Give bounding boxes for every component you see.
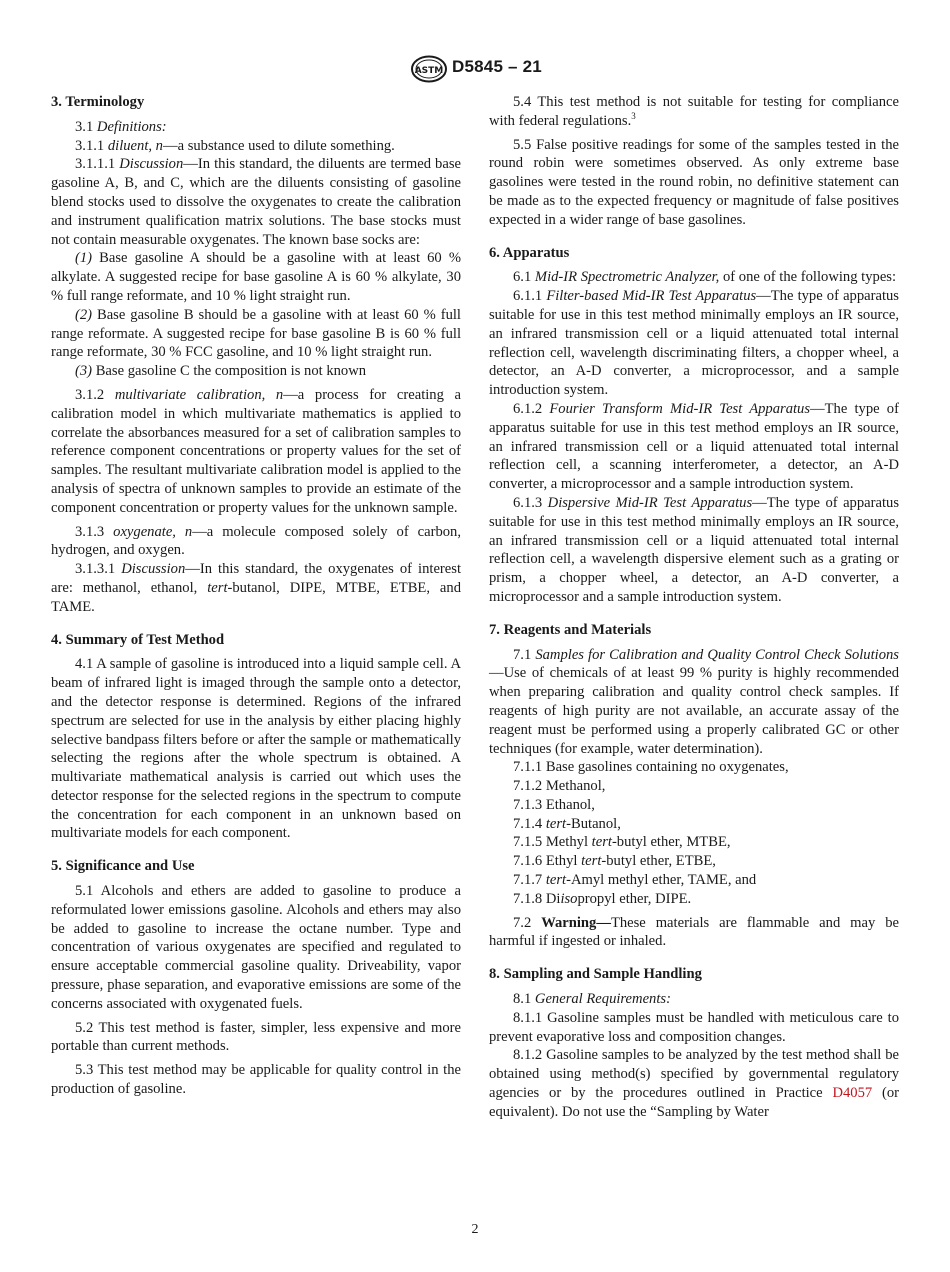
para-3-1-1-1: 3.1.1.1 Discussion—In this standard, the diluents are termed base gasoline A, B, and C, which are the diluents consisting of gasoline blend stocks used to dissolve the oxygenates to create the calibration and instrument qualification matrix solutions. The base stocks must not contain measurable oxygenates. The known base socks are: (51, 156, 461, 248)
section-5-heading: 5. Significance and Use (51, 858, 195, 875)
astm-logo (410, 55, 448, 83)
section-3-heading: 3. Terminology (51, 94, 145, 110)
list-item: 7.1.3 Ethanol, (513, 796, 595, 813)
para-5-3: 5.3 This test method may be applicable for quality control in the production of gasoline. (51, 1062, 461, 1098)
para-6-1-1: 6.1.1 Filter-based Mid-IR Test Apparatus—The type of apparatus suitable for use in this test method minimally employs an IR source, an infrared transmission cell or a liquid attenuated total internal reflection cell, wavelength discriminating filters, a chopper wheel, a detector, an A-D converter, a microprocessor, and a sample introduction system. (489, 288, 899, 399)
base-gasoline-a: (1) Base gasoline A should be a gasoline with at least 60 % alkylate. A suggested recipe for base gasoline A is 60 % alkylate, 30 % full range reformate, and 10 % light straight run. (51, 250, 461, 304)
para-7-1: 7.1 Samples for Calibration and Quality Control Check Solutions—Use of chemicals of at least 99 % purity is highly recommended when preparing calibration and quality control check samples. If reagents of high purity are not available, an accurate assay of the reagent must be performed using a properly calibrated GC or other techniques (for example, water determination). (489, 646, 899, 757)
para-8-1-1: 8.1.1 Gasoline samples must be handled with meticulous care to prevent evaporative loss and composition changes. (489, 1009, 899, 1045)
para-5-4: 5.4 This test method is not suitable for testing for compliance with federal regulations.$^3$ (489, 94, 899, 129)
para-3-1-1: 3.1.1 diluent, n—a substance used to dilute something. (75, 137, 395, 154)
document-designation: D5845 – 21 (452, 57, 542, 76)
section-4-heading: 4. Summary of Test Method (51, 631, 225, 648)
list-item: 7.1.4 tert-Butanol, (513, 815, 621, 832)
section-8-heading: 8. Sampling and Sample Handling (489, 966, 702, 983)
list-item: 7.1.2 Methanol, (513, 778, 606, 795)
right-column (489, 93, 899, 1122)
footnote-ref[interactable]: 3 (631, 110, 636, 121)
para-5-5: 5.5 False positive readings for some of the samples tested in the round robin were sometimes observed. As only extreme base gasolines were tested in the round robin, no definitive statement can be made as to the expected frequency or magnitude of false positives expected in a wider range of base gasolines. (489, 136, 899, 228)
para-3-1-2: 3.1.2 multivariate calibration, n—a process for creating a calibration model in which multivariate mathematics is applied to correlate the absorbances measured for a set of calibration samples to reference component concentrations or property values for the set of samples. The resultant multivariate calibration model is applied to the analysis of spectra of unknown samples to provide an estimate of the component concentration or property values for the unknown sample. (51, 386, 461, 516)
list-item: 7.1.7 tert-Amyl methyl ether, TAME, and (513, 872, 757, 889)
d4057-link[interactable]: D4057 (832, 1085, 873, 1102)
para-7-2: 7.2 Warning—These materials are flammable and may be harmful if ingested or inhaled. (489, 914, 899, 950)
para-5-2: 5.2 This test method is faster, simpler, less expensive and more portable than current methods. (51, 1019, 461, 1055)
base-gasoline-b: (2) Base gasoline B should be a gasoline with at least 60 % full range reformate. A suggested recipe for base gasoline B is 60 % full range reformate, 30 % FCC gasoline, and 10 % light straight run. (51, 306, 461, 361)
para-3-1-3: 3.1.3 oxygenate, n—a molecule composed solely of carbon, hydrogen, and oxygen. (51, 523, 462, 559)
para-5-1: 5.1 Alcohols and ethers are added to gasoline to produce a reformulated lower emissions gasoline. Alcohols and ethers may also be added to gasoline to increase the octane number. Type and concentration of various oxygenates are specified and regulated to ensure acceptable commercial gasoline quality. Driveability, vapor pressure, phase separation, and evaporative emissions are some of the concerns associated with oxygenated fuels. (51, 883, 461, 1012)
base-gasoline-c: (3) Base gasoline C the composition is not known (75, 363, 367, 380)
para-8-1-2: 8.1.2 Gasoline samples to be analyzed by the test method shall be obtained using method(s) specified by governmental regulatory agencies or by the procedures outlined in Practice D4057 (or equivalent). Do not use the “Sampling by Water (489, 1047, 899, 1120)
svg-text:ASTM: ASTM (414, 66, 444, 76)
para-8-1: 8.1 General Requirements: (513, 991, 671, 1008)
para-6-1-3: 6.1.3 Dispersive Mid-IR Test Apparatus—The type of apparatus suitable for use in this test method minimally employs an IR source, an infrared transmission cell or a liquid attenuated total internal reflection cell, a wavelength dispersive element such as a grating or prism, a chopper wheel, a detector, an A-D converter, a microprocessor and a sample introduction system. (489, 494, 899, 605)
para-3-1-3-1: 3.1.3.1 Discussion—In this standard, the oxygenates of interest are: methanol, ethanol, tert-butanol, DIPE, MTBE, ETBE, and TAME. (51, 561, 461, 615)
para-3-1: 3.1 Definitions: (75, 118, 167, 135)
list-item: 7.1.5 Methyl tert-butyl ether, MTBE, (513, 834, 731, 851)
page-header (0, 55, 950, 85)
para-4-1: 4.1 A sample of gasoline is introduced into a liquid sample cell. A beam of infrared light is imaged through the sample onto a detector, and the detector response is determined. Regions of the infrared spectrum are selected for use in the analysis by either placing highly selective bandpass filters before or after the sample or mathematically selecting the regions after the whole spectrum is obtained. A multivariate mathematical analysis is carried out which uses the detector response for the selected regions in the spectrum to compute the concentration for each component in an unknown based on multivariate models for each component. (51, 656, 461, 842)
list-item: 7.1.1 Base gasolines containing no oxygenates, (513, 759, 789, 776)
list-item: 7.1.6 Ethyl tert-butyl ether, ETBE, (513, 853, 716, 870)
left-column (51, 93, 461, 1099)
para-6-1-2: 6.1.2 Fourier Transform Mid-IR Test Apparatus—The type of apparatus suitable for use in this test method employs an IR source, an infrared transmission cell or a liquid attenuated total internal reflection cell, a scanning interferometer, a detector, an A-D converter, a microprocessor and a sample introduction system. (489, 400, 899, 493)
page-number: 2 (471, 1222, 479, 1237)
list-item: 7.1.8 Diisopropyl ether, DIPE. (513, 890, 692, 907)
section-6-heading: 6. Apparatus (489, 244, 570, 261)
section-7-heading: 7. Reagents and Materials (489, 621, 652, 638)
para-6-1: 6.1 Mid-IR Spectrometric Analyzer, of one of the following types: (513, 269, 897, 286)
